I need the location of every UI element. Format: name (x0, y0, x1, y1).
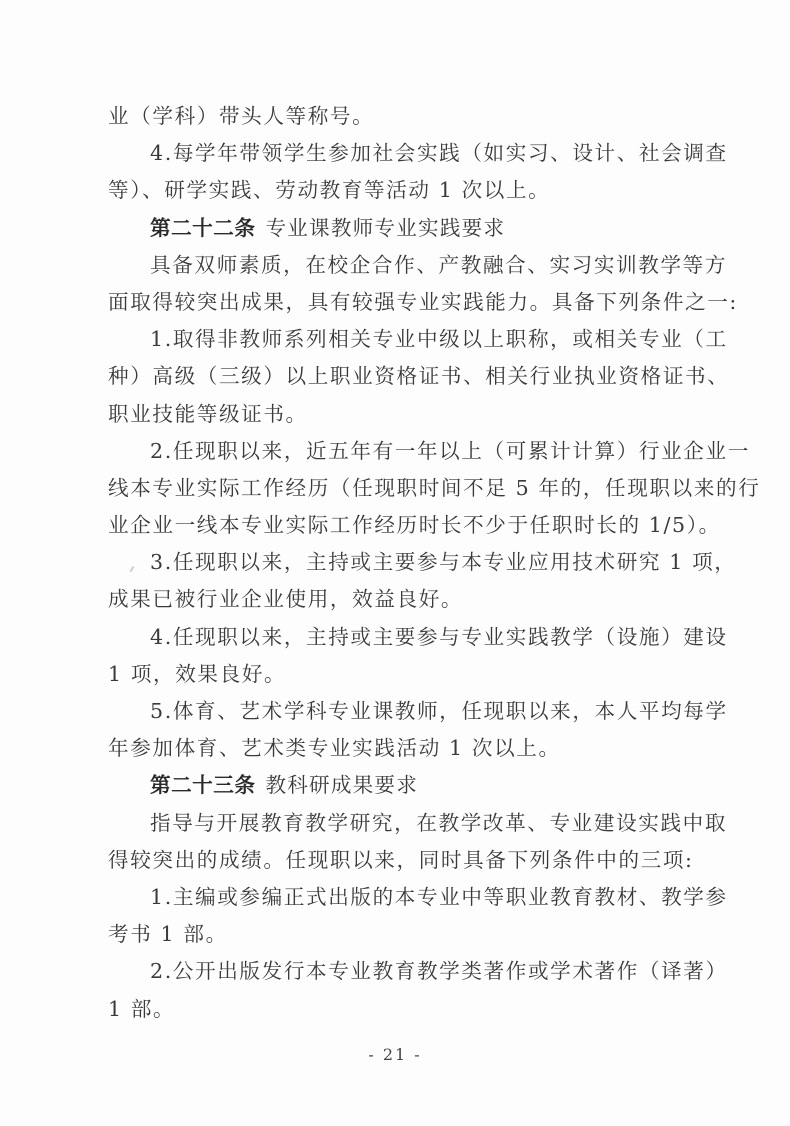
text-line: 得较突出的成绩。任现职以来，同时具备下列条件中的三项: (108, 847, 694, 872)
article-number: 第二十二条 (150, 215, 256, 240)
text-line: 3.任现职以来，主持或主要参与本专业应用技术研究 1 项， (150, 550, 737, 575)
text-line: 4.每学年带领学生参加社会实践（如实习、设计、社会调查 (150, 141, 728, 166)
text-line: 面取得较突出成果，具有较强专业实践能力。具备下列条件之一: (108, 289, 738, 314)
text-line: 职业技能等级证书。 (108, 401, 308, 426)
text-line: 5.体育、艺术学科专业课教师，任现职以来，本人平均每学 (150, 699, 728, 723)
text-line: 1.主编或参编正式出版的本专业中等职业教育教材、教学参 (150, 884, 728, 909)
text-line: 1 项，效果良好。 (108, 661, 287, 686)
text-line: 1 部。 (108, 996, 176, 1021)
page-number: - 21 - (368, 1045, 422, 1064)
article-number: 第二十三条 (150, 773, 256, 798)
text-line: 考书 1 部。 (108, 922, 228, 947)
text-line: 成果已被行业企业使用，效益良好。 (108, 587, 464, 612)
text-line: 4.任现职以来，主持或主要参与专业实践教学（设施）建设 (150, 624, 728, 649)
text-line: 种）高级（三级）以上职业资格证书、相关行业执业资格证书、 (108, 364, 730, 389)
document-body (108, 98, 761, 1028)
text-line: 等）、研学实践、劳动教育等活动 1 次以上。 (108, 178, 551, 203)
article-title: 专业课教师专业实践要求 (265, 215, 506, 240)
text-line: 2.公开出版发行本专业教育教学类著作或学术著作（译著） (150, 959, 728, 984)
article-title: 教科研成果要求 (265, 773, 419, 798)
text-line: 业（学科）带头人等称号。 (108, 104, 375, 128)
text-line: 1.取得非教师系列相关专业中级以上职称，或相关专业（工 (150, 327, 728, 352)
text-line: 指导与开展教育教学研究，在教学改革、专业建设实践中取 (150, 810, 728, 835)
text-line: 具备双师素质，在校企合作、产教融合、实习实训教学等方 (150, 252, 728, 277)
article-heading-23 (108, 767, 698, 804)
article-heading-22 (108, 210, 698, 247)
text-line: 年参加体育、艺术类专业实践活动 1 次以上。 (108, 736, 561, 761)
text-line: 业企业一线本专业实际工作经历时长不少于任职时长的 1/5）。 (108, 513, 721, 538)
text-line: 线本专业实际工作经历（任现职时间不足 5 年的，任现职以来的行 (108, 475, 761, 500)
text-line: 2.任现职以来，近五年有一年以上（可累计计算）行业企业一 (150, 438, 750, 463)
